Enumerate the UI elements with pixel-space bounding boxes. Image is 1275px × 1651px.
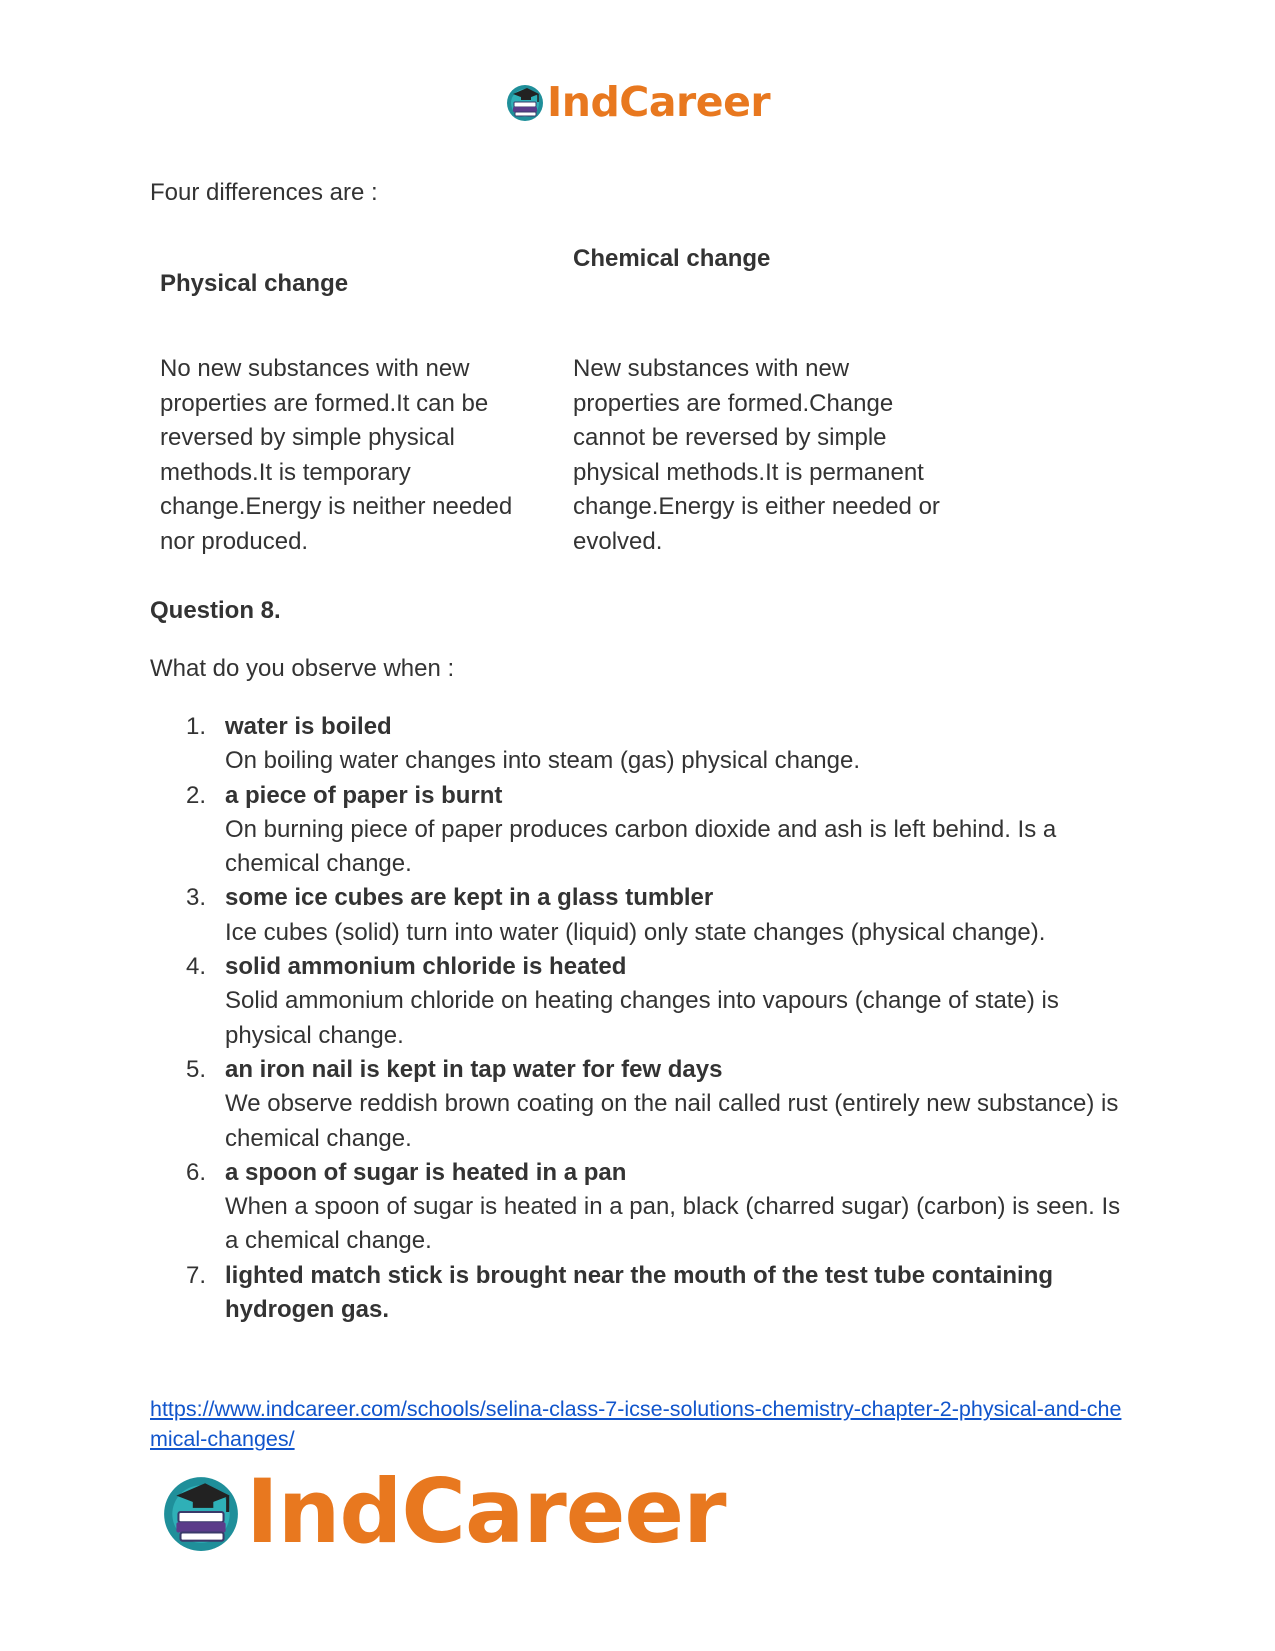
list-item [150, 710, 1140, 779]
item-number: 6. [186, 1158, 207, 1186]
item-question: water is boiled [225, 713, 392, 740]
physical-change-heading: Physical change [160, 270, 349, 297]
item-question: solid ammonium chloride is heated [225, 953, 627, 981]
list-item [150, 1259, 1140, 1328]
question-prompt: What do you observe when : [150, 655, 455, 682]
footer-logo [160, 1460, 726, 1563]
item-question: lighted match stick is brought near the mouth of the test tube containing hydrogen gas. [225, 1261, 1054, 1324]
list-item [150, 779, 1140, 882]
intro-text: Four differences are : [150, 179, 378, 206]
question-title: Question 8. [150, 597, 281, 624]
header-logo [505, 78, 770, 126]
list-item [150, 1156, 1140, 1259]
item-question: an iron nail is kept in tap water for few days [225, 1055, 723, 1083]
item-number: 1. [186, 713, 207, 740]
source-link[interactable]: https://www.indcareer.com/schools/selina-class-7-icse-solutions-chemistry-chapter-2-physical-and-chemical-changes/ [150, 1397, 1122, 1451]
item-question: a piece of paper is burnt [225, 781, 503, 809]
item-question: some ice cubes are kept in a glass tumbler [225, 884, 714, 912]
item-answer: Ice cubes (solid) turn into water (liquid) only state changes (physical change). [225, 918, 1046, 946]
list-item [150, 1053, 1140, 1156]
item-number: 3. [186, 884, 207, 912]
item-answer: On boiling water changes into steam (gas) physical change. [225, 747, 861, 775]
item-answer: We observe reddish brown coating on the nail called rust (entirely new substance) is chemical change. [225, 1090, 1119, 1152]
item-number: 7. [186, 1261, 207, 1289]
list-item [150, 950, 1140, 1053]
graduation-book-icon [505, 82, 545, 122]
graduation-book-icon [160, 1471, 242, 1553]
list-item [150, 881, 1140, 950]
item-number: 5. [186, 1055, 207, 1083]
logo-text: IndCareer [547, 78, 771, 126]
physical-change-description: No new substances with new properties are formed.It can be reversed by simple physical methods.It is temporary change.Energy is neither needed nor produced. [160, 355, 513, 555]
chemical-change-heading: Chemical change [573, 245, 771, 272]
item-answer: Solid ammonium chloride on heating changes into vapours (change of state) is physical change. [225, 987, 1059, 1049]
chemical-change-description: New substances with new properties are formed.Change cannot be reversed by simple physical methods.It is permanent change.Energy is either needed or evolved. [573, 355, 940, 555]
item-number: 2. [186, 781, 207, 809]
item-question: a spoon of sugar is heated in a pan [225, 1158, 627, 1186]
item-number: 4. [186, 953, 207, 981]
item-answer: When a spoon of sugar is heated in a pan, black (charred sugar) (carbon) is seen. Is a chemical change. [225, 1193, 1121, 1255]
item-answer: On burning piece of paper produces carbon dioxide and ash is left behind. Is a chemical change. [225, 815, 1057, 878]
observation-list [150, 710, 1140, 1327]
logo-text: IndCareer [246, 1460, 726, 1563]
